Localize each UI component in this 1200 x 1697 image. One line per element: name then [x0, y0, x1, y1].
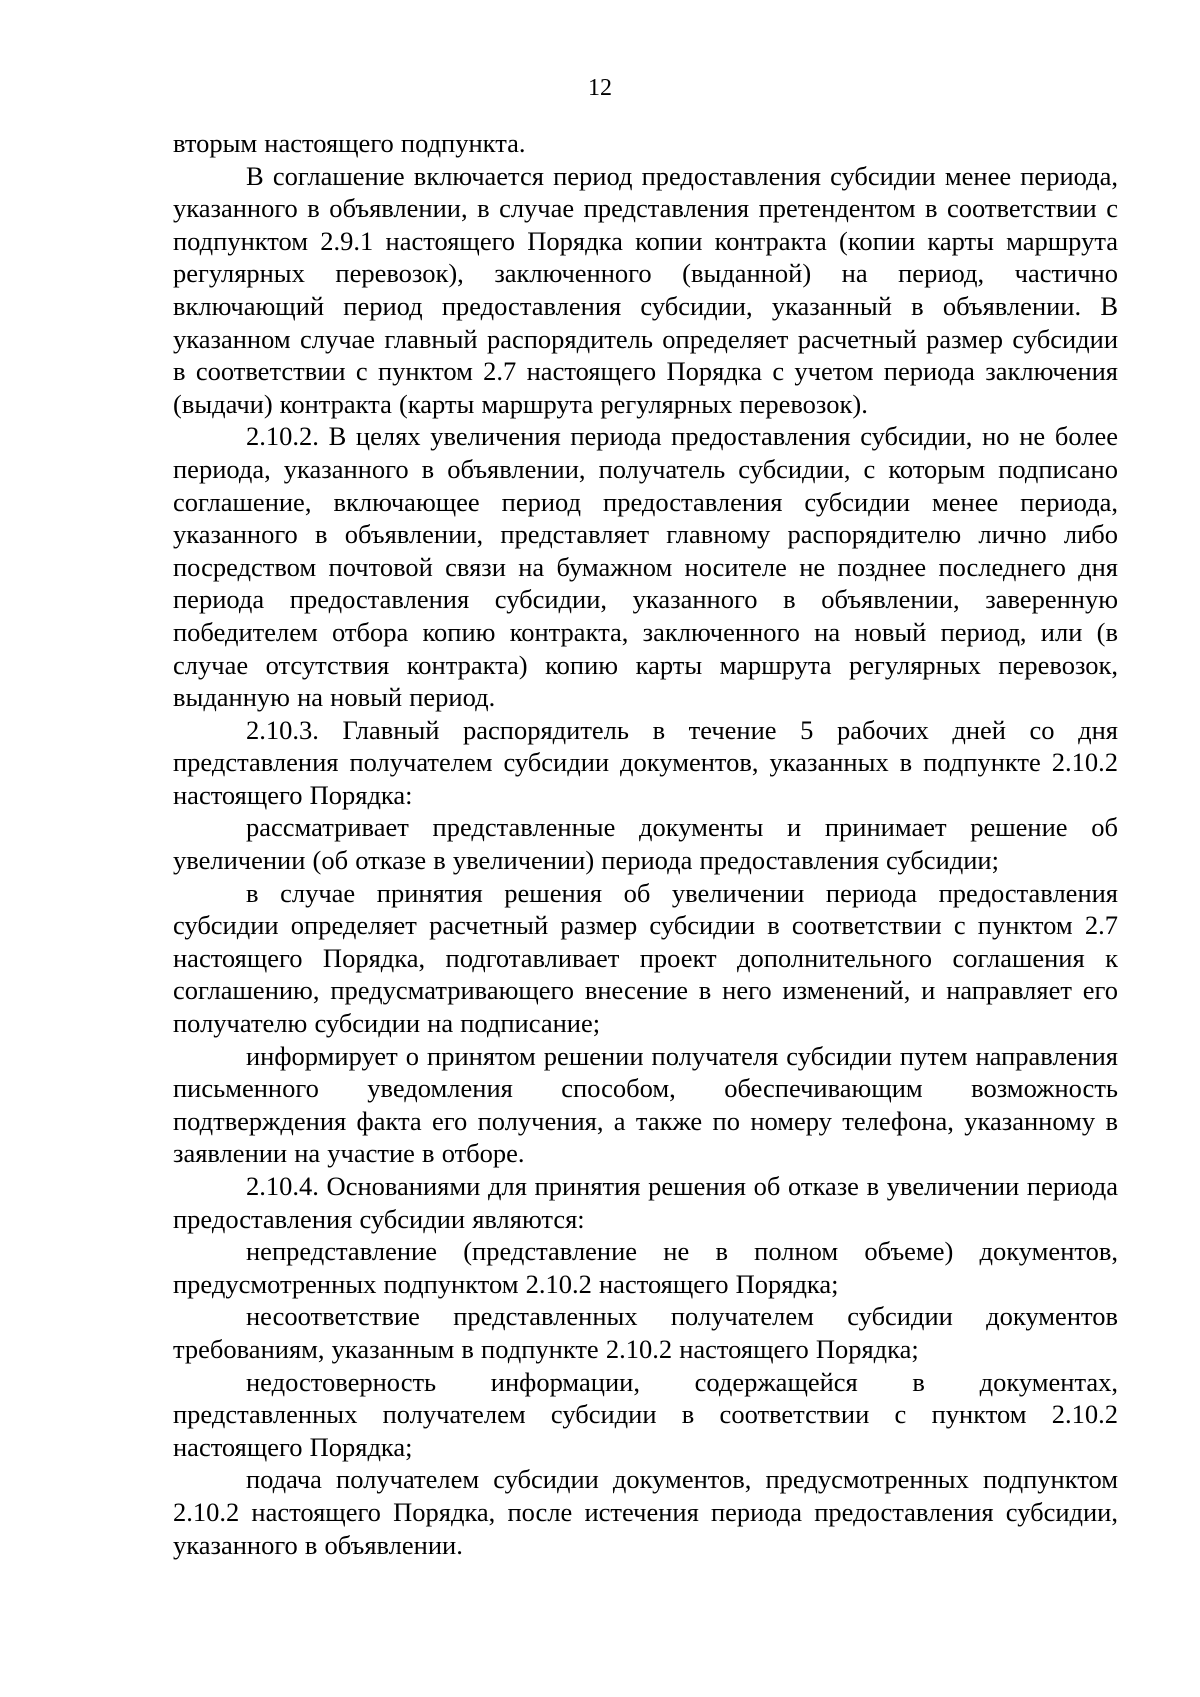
paragraph-2-10-2: 2.10.2. В целях увеличения периода предоставления субсидии, но не более периода, указанного в объявлении, получатель субсидии, с которым подписано соглашение, включающее период предоставления субсидии менее периода, указанного в объявлении, представляет главному распорядителю лично либо посредством почтовой связи на бумажном носителе не позднее последнего дня периода предоставления субсидии, указанного в объявлении, заверенную победителем отбора копию контракта, заключенного на новый период, или (в случае отсутствия контракта) копию карты маршрута регулярных перевозок, выданную на новый период.	[173, 421, 1118, 713]
paragraph-2-10-3: 2.10.3. Главный распорядитель в течение 5 рабочих дней со дня представления получателем субсидии документов, указанных в подпункте 2.10.2 настоящего Порядка:	[173, 714, 1118, 810]
list-item-non-compliance: несоответствие представленных получателем субсидии документов требованиям, указанным в подпункте 2.10.2 настоящего Порядка;	[173, 1301, 1118, 1364]
list-item-late-submission: подача получателем субсидии документов, предусмотренных подпунктом 2.10.2 настоящего Порядка, после истечения периода предоставления субсидии, указанного в объявлении.	[173, 1464, 1118, 1560]
paragraph-continuation: вторым настоящего подпункта.	[173, 128, 526, 158]
list-item-non-submission: непредставление (представление не в полном объеме) документов, предусмотренных подпунктом 2.10.2 настоящего Порядка;	[173, 1236, 1118, 1299]
document-body	[173, 127, 1118, 1561]
list-item-informs: информирует о принятом решении получателя субсидии путем направления письменного уведомления способом, обеспечивающим возможность подтверждения факта его получения, а также по номеру телефона, указанному в заявлении на участие в отборе.	[173, 1040, 1118, 1169]
list-item-calculates: в случае принятия решения об увеличении периода предоставления субсидии определяет расчетный размер субсидии в соответствии с пунктом 2.7 настоящего Порядка, подготавливает проект дополнительного соглашения к соглашению, предусматривающего внесение в него изменений, и направляет его получателю субсидии на подписание;	[173, 877, 1118, 1039]
list-item-considers: рассматривает представленные документы и принимает решение об увеличении (об отказе в увеличении) периода предоставления субсидии;	[173, 812, 1118, 876]
page-number: 12	[588, 75, 612, 101]
list-item-unreliability: недостоверность информации, содержащейся в документах, представленных получателем субсидии в соответствии с пунктом 2.10.2 настоящего Порядка;	[173, 1366, 1118, 1462]
paragraph-agreement-period: В соглашение включается период предоставления субсидии менее периода, указанного в объявлении, в случае представления претендентом в соответствии с подпунктом 2.9.1 настоящего Порядка копии контракта (копии карты маршрута регулярных перевозок), заключенного (выданной) на период, частично включающий период предоставления субсидии, указанный в объявлении. В указанном случае главный распорядитель определяет расчетный размер субсидии в соответствии с пунктом 2.7 настоящего Порядка с учетом периода заключения (выдачи) контракта (карты маршрута регулярных перевозок).	[173, 160, 1118, 419]
paragraph-2-10-4: 2.10.4. Основаниями для принятия решения об отказе в увеличении периода предоставления субсидии являются:	[173, 1171, 1118, 1234]
